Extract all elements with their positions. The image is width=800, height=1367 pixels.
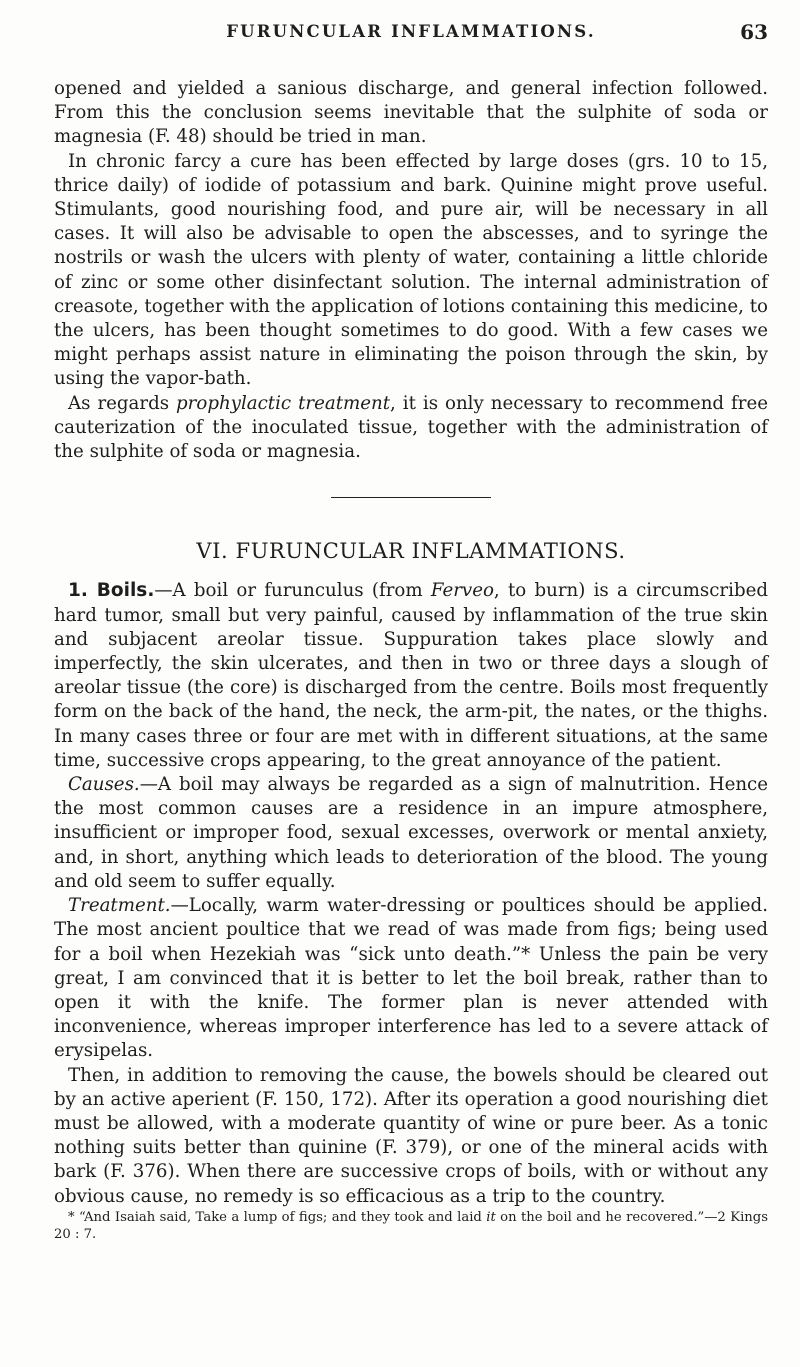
- footnote: [54, 1209, 768, 1243]
- paragraph: [54, 1064, 768, 1209]
- paragraph-text: , it is only necessary to recommend free cauterization of the inoculated tissue, together with the administration of the sulphite of soda or magnesia.: [54, 392, 768, 463]
- subsection-label: 1. Boils.: [68, 580, 155, 602]
- paragraph: [54, 579, 768, 773]
- paragraph: [54, 773, 768, 894]
- paragraph-text: In chronic farcy a cure has been effected by large doses (grs. 10 to 15, thrice daily) of iodide of potassium and bark. Quinine might prove useful. Stimulants, good nourishing food, and pure air, will be necessary in all cases. It will also be advisable to open the abscesses, and to syringe the nostrils or wash the ulcers with plenty of water, containing a little chloride of zinc or some other disinfectant solution. The internal administration of creasote, together with the application of lotions containing this medicine, to the ulcers, has been thought sometimes to do good. With a few cases we might perhaps assist nature in eliminating the poison through the skin, by using the vapor-bath.: [54, 150, 768, 390]
- paragraph: [54, 77, 768, 150]
- italic-term: Ferveo: [430, 580, 494, 602]
- italic-term: prophylactic treatment: [176, 392, 391, 414]
- section-heading: VI. FURUNCULAR INFLAMMATIONS.: [196, 539, 626, 564]
- paragraph: [54, 894, 768, 1063]
- section-divider: [331, 497, 491, 498]
- footnote-italic: it: [486, 1209, 496, 1225]
- running-header: [54, 16, 768, 52]
- paragraph-text: opened and yielded a sanious discharge, and general infection followed. From this the conclusion seems inevitable that the sulphite of soda or magnesia (F. 48) should be tried in man.: [54, 78, 768, 148]
- subheading-treatment: Treatment.: [68, 895, 171, 917]
- subheading-causes: Causes.: [68, 774, 140, 796]
- paragraph-text: —A boil may always be regarded as a sign of malnutrition. Hence the most common causes are a residence in an impure atmosphere, insufficient or improper food, sexual excesses, overwork or mental anxiety, and, in short, anything which leads to deterioration of the blood. The young and old seem to suffer equally.: [54, 774, 768, 892]
- paragraph-text: As regards: [68, 392, 177, 414]
- page-number: 63: [740, 20, 768, 44]
- paragraph: [54, 150, 768, 392]
- footnote-text: * “And Isaiah said, Take a lump of figs; and they took and laid: [68, 1209, 487, 1225]
- body-text: [54, 77, 768, 1243]
- paragraph: [54, 392, 768, 465]
- paragraph-text: —Locally, warm water-dressing or poultices should be applied. The most ancient poultice that we read of was made from figs; being used for a boil when Hezekiah was “sick unto death.”* Unless the pain be very great, I am convinced that it is better to let the boil break, rather than to open it with the knife. The former plan is never attended with inconvenience, whereas improper interference has led to a severe attack of erysipelas.: [54, 895, 768, 1062]
- paragraph-text: , to burn) is a circumscribed hard tumor, small but very painful, caused by inflammation of the true skin and subjacent areolar tissue. Suppuration takes place slowly and imperfectly, the skin ulcerates, and then in two or three days a slough of areolar tissue (the core) is discharged from the centre. Boils most frequently form on the back of the hand, the neck, the arm-pit, the nates, or the thighs. In many cases three or four are met with in different situations, at the same time, successive crops appearing, to the great annoyance of the patient.: [54, 580, 768, 771]
- paragraph-text: Then, in addition to removing the cause, the bowels should be cleared out by an active aperient (F. 150, 172). After its operation a good nourishing diet must be allowed, with a moderate quantity of wine or pure beer. As a tonic nothing suits better than quinine (F. 379), or one of the mineral acids with bark (F. 376). When there are successive crops of boils, with or without any obvious cause, no remedy is so efficacious as a trip to the country.: [54, 1064, 768, 1207]
- paragraph-text: —A boil or furunculus (from: [154, 580, 431, 602]
- footnote-text: on the boil and he recovered.”—2 Kings 20 : 7.: [54, 1209, 768, 1242]
- running-title: FURUNCULAR INFLAMMATIONS.: [226, 22, 596, 41]
